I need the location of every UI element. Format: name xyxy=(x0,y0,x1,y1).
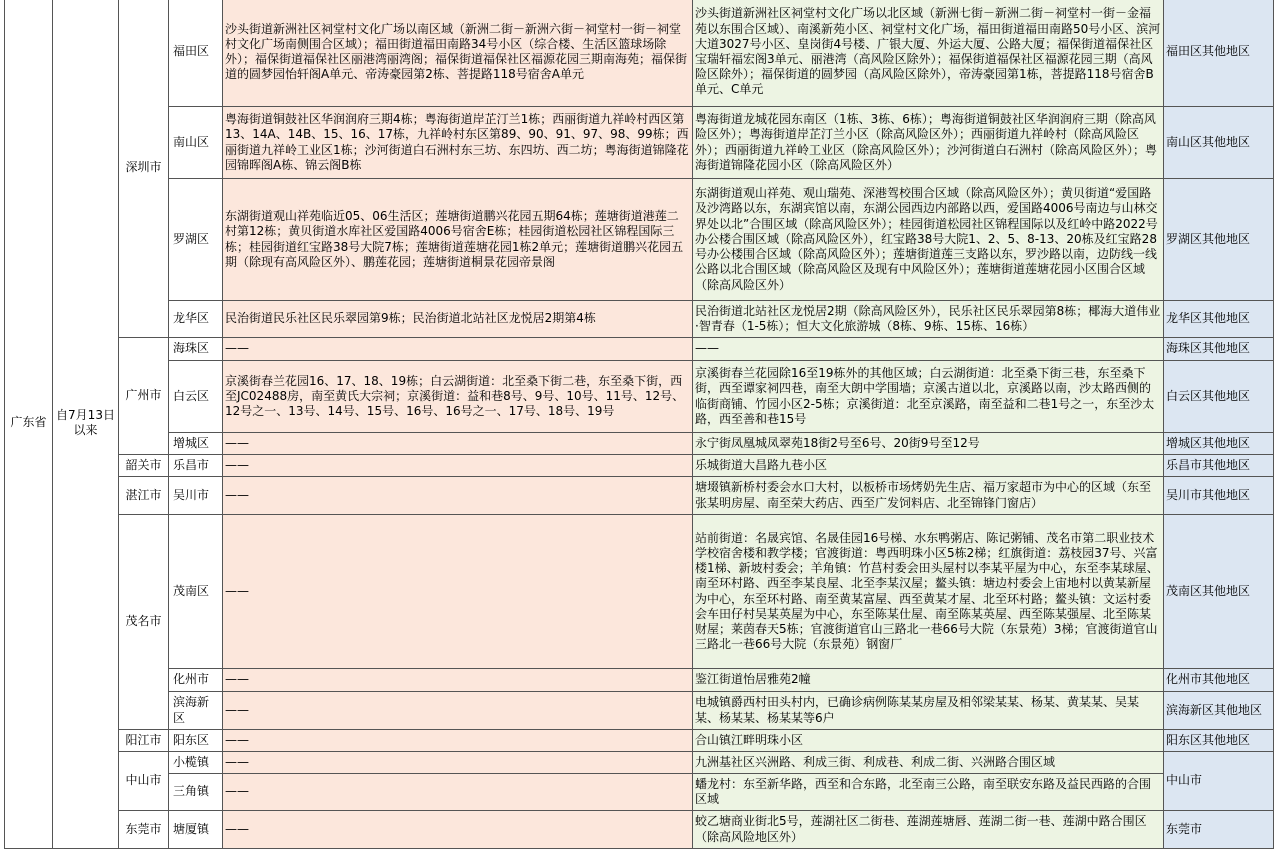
low-risk-cell: 海珠区其他地区 xyxy=(1164,338,1274,361)
medium-risk-cell: 鉴江街道怡居雅苑2幢 xyxy=(693,669,1164,692)
high-risk-cell: —— xyxy=(223,477,693,515)
district-cell: 化州市 xyxy=(169,669,223,692)
low-risk-cell: 东莞市 xyxy=(1164,811,1274,849)
medium-risk-cell: 京溪街春兰花园除16至19栋外的其他区域；白云湖街道：北至桑下街三巷，东至桑下街，西至谭家祠四巷，南至大朗中学围墙；京溪古道以北，京溪路以南，沙太路西侧的临街商铺、竹园小区2-5栋；京溪街道：北至京溪路，南至益和二巷1号之一，东至沙太路，西至善和巷15号 xyxy=(693,361,1164,433)
high-risk-cell: —— xyxy=(223,730,693,752)
high-risk-cell: —— xyxy=(223,338,693,361)
district-cell: 增城区 xyxy=(169,433,223,455)
table-row xyxy=(5,338,1274,361)
table-row xyxy=(5,179,1274,301)
district-cell: 滨海新区 xyxy=(169,692,223,730)
high-risk-cell: 东湖街道观山祥苑临近05、06生活区；莲塘街道鹏兴花园五期64栋；莲塘街道港莲二村第12栋；黄贝街道水库社区爱国路4006号宿舍E栋；桂园街道松园社区锦程国际三栋；桂园街道红宝路38号大院7栋；莲塘街道莲塘花园1栋2单元；莲塘街道鹏兴花园五期（除现有高风险区外）、鹏莲花园；莲塘街道桐景花园帝景阁 xyxy=(223,179,693,301)
table-row xyxy=(5,477,1274,515)
city-cell: 茂名市 xyxy=(119,515,169,730)
high-risk-cell: —— xyxy=(223,774,693,811)
high-risk-cell: —— xyxy=(223,811,693,849)
city-cell: 中山市 xyxy=(119,752,169,811)
table-row xyxy=(5,107,1274,179)
district-cell: 海珠区 xyxy=(169,338,223,361)
low-risk-cell: 阳东区其他地区 xyxy=(1164,730,1274,752)
district-cell: 乐昌市 xyxy=(169,455,223,477)
district-cell: 小榄镇 xyxy=(169,752,223,774)
medium-risk-cell: 民治街道北站社区龙悦居2期（除高风险区外），民乐社区民乐翠园第8栋；椰海大道伟业·智青春（1-5栋）；恒大文化旅游城（8栋、9栋、15栋、16栋） xyxy=(693,301,1164,338)
table-row xyxy=(5,433,1274,455)
medium-risk-cell: 粤海街道龙城花园东南区（1栋、3栋、6栋）；粤海街道铜鼓社区华润润府三期（除高风险区外）；粤海街道岸芷汀兰小区（除高风险区外）；西丽街道九祥岭村（除高风险区外）；西丽街道九祥岭工业区（除高风险区外）；沙河街道白石洲村（除高风险区外）；粤海街道锦隆花园小区（除高风险区外） xyxy=(693,107,1164,179)
medium-risk-cell: 蟠龙村：东至新华路，西至和合东路，北至南三公路，南至联安东路及益民西路的合围区域 xyxy=(693,774,1164,811)
district-cell: 吴川市 xyxy=(169,477,223,515)
district-cell: 龙华区 xyxy=(169,301,223,338)
district-cell: 白云区 xyxy=(169,361,223,433)
medium-risk-cell: 九洲基社区兴洲路、利成三街、利成巷、利成二街、兴洲路合围区域 xyxy=(693,752,1164,774)
high-risk-cell: —— xyxy=(223,515,693,669)
medium-risk-cell: 乐城街道大昌路九巷小区 xyxy=(693,455,1164,477)
medium-risk-cell: 永宁街凤凰城凤翠苑18街2号至6号、20街9号至12号 xyxy=(693,433,1164,455)
low-risk-cell: 罗湖区其他地区 xyxy=(1164,179,1274,301)
high-risk-cell: —— xyxy=(223,455,693,477)
low-risk-cell: 福田区其他地区 xyxy=(1164,0,1274,107)
low-risk-cell: 白云区其他地区 xyxy=(1164,361,1274,433)
low-risk-cell: 增城区其他地区 xyxy=(1164,433,1274,455)
city-cell: 深圳市 xyxy=(119,0,169,338)
table-row xyxy=(5,301,1274,338)
district-cell: 阳东区 xyxy=(169,730,223,752)
high-risk-cell: 沙头街道新洲社区祠堂村文化广场以南区域（新洲二街－新洲六街－祠堂村一街－祠堂村文化广场南侧围合区域）；福田街道福田南路34号小区（综合楼、生活区篮球场除外）；福保街道福保社区丽港湾丽湾阁；福保街道福保社区福源花园三期南海苑；福保街道的圆梦园怡轩阁A单元、帝涛豪园第2栋、菩提路118号宿舍A单元 xyxy=(223,0,693,107)
low-risk-cell: 化州市其他地区 xyxy=(1164,669,1274,692)
district-cell: 罗湖区 xyxy=(169,179,223,301)
district-cell: 三角镇 xyxy=(169,774,223,811)
low-risk-cell: 南山区其他地区 xyxy=(1164,107,1274,179)
risk-area-table xyxy=(4,0,1274,849)
district-cell: 塘厦镇 xyxy=(169,811,223,849)
medium-risk-cell: —— xyxy=(693,338,1164,361)
medium-risk-cell: 塘㙍镇新桥村委会水口大村，以板桥市场烤奶先生店、福万家超市为中心的区域（东至张某明房屋、南至荣大药店、西至广发饲料店、北至锦锋门窗店） xyxy=(693,477,1164,515)
city-cell: 阳江市 xyxy=(119,730,169,752)
date-cell: 自7月13日以来 xyxy=(53,0,119,849)
table-row xyxy=(5,0,1274,107)
province-cell: 广东省 xyxy=(5,0,53,849)
table-row xyxy=(5,361,1274,433)
medium-risk-cell: 站前街道：名晟宾馆、名晟佳园16号梯、水东鸭粥店、陈记粥铺、茂名市第二职业技术学校宿舍楼和教学楼；官渡街道：粤西明珠小区5栋2梯；红旗街道：荔枝园37号、兴富楼1梯、新坡村委会；羊角镇：竹莒村委会田头屋村以李某平屋为中心，东至李某球屋、南至环村路、西至李某良屋、北至李某汉屋；鳌头镇：塘边村委会上宙地村以黄某新屋为中心，东至环村路、南至黄某富屋、西至黄某才屋、北至环村路；鳌头镇：文运村委会车田仔村吴某英屋为中心，东至陈某仕屋、南至陈某英屋、西至陈某强屋、北至陈某财屋；莱茵春天5栋；官渡街道官山三路北一巷66号大院（东景苑）3梯；官渡街道官山三路北一巷66号大院（东景苑）钢窗厂 xyxy=(693,515,1164,669)
city-cell: 湛江市 xyxy=(119,477,169,515)
high-risk-cell: —— xyxy=(223,669,693,692)
table-row xyxy=(5,811,1274,849)
table-row xyxy=(5,669,1274,692)
city-cell: 东莞市 xyxy=(119,811,169,849)
district-cell: 茂南区 xyxy=(169,515,223,669)
low-risk-cell: 吴川市其他地区 xyxy=(1164,477,1274,515)
medium-risk-cell: 电城镇爵西村田头村内，已确诊病例陈某某房屋及相邻梁某某、杨某、黄某某、吴某某、杨某某、杨某某等6户 xyxy=(693,692,1164,730)
city-cell: 广州市 xyxy=(119,338,169,455)
low-risk-cell: 茂南区其他地区 xyxy=(1164,515,1274,669)
high-risk-cell: —— xyxy=(223,433,693,455)
high-risk-cell: 京溪街春兰花园16、17、18、19栋；白云湖街道：北至桑下街二巷，东至桑下街，西至JC02488房，南至黄氏大宗祠；京溪街道：益和巷8号、9号、10号、11号、12号、12号之一、13号、14号、15号、16号、16号之一、17号、18号、19号 xyxy=(223,361,693,433)
low-risk-cell: 滨海新区其他地区 xyxy=(1164,692,1274,730)
low-risk-cell: 中山市 xyxy=(1164,752,1274,811)
high-risk-cell: —— xyxy=(223,752,693,774)
table-row xyxy=(5,774,1274,811)
medium-risk-cell: 东湖街道观山祥苑、观山瑞苑、深港驾校围合区域（除高风险区外）；黄贝街道“爱国路及沙湾路以东，东湖宾馆以南，东湖公园西边内部路以西，爱国路4006号南边与山林交界处以北”合围区域（除高风险区外）；桂园街道松园社区锦程国际以及红岭中路2022号办公楼合围区域（除高风险区外），红宝路38号大院1、2、5、8-13、20栋及红宝路28号办公楼围合区域（除高风险区外）；莲塘街道莲三支路以东，罗沙路以南，边防线一线公路以北合围区域（除高风险区及现有中风险区外）；莲塘街道莲塘花园小区围合区域（除高风险区外） xyxy=(693,179,1164,301)
table-row xyxy=(5,455,1274,477)
table-row xyxy=(5,692,1274,730)
high-risk-cell: 民治街道民乐社区民乐翠园第9栋；民治街道北站社区龙悦居2期第4栋 xyxy=(223,301,693,338)
medium-risk-cell: 合山镇江畔明珠小区 xyxy=(693,730,1164,752)
table-row xyxy=(5,730,1274,752)
high-risk-cell: —— xyxy=(223,692,693,730)
district-cell: 福田区 xyxy=(169,0,223,107)
table-row xyxy=(5,752,1274,774)
district-cell: 南山区 xyxy=(169,107,223,179)
medium-risk-cell: 蛟乙塘商业街北5号，莲湖社区二街巷、莲湖莲塘唇、莲湖二街一巷、莲湖中路合围区（除高风险地区外） xyxy=(693,811,1164,849)
medium-risk-cell: 沙头街道新洲社区祠堂村文化广场以北区域（新洲七街－新洲二街－祠堂村一街－金福苑以东围合区域）、南溪新苑小区、祠堂村文化广场，福田街道福田南路50号小区、滨河大道3027号小区、皇岗街4号楼、广银大厦、外运大厦、公路大厦；福保街道福保社区宝瑞轩福宏阁3单元、丽港湾（高风险区除外）；福保街道福保社区福源花园三期（高风险区除外）；福保街道的圆梦园（高风险区除外），帝涛豪园第1栋，菩提路118号宿舍B单元、C单元 xyxy=(693,0,1164,107)
low-risk-cell: 龙华区其他地区 xyxy=(1164,301,1274,338)
city-cell: 韶关市 xyxy=(119,455,169,477)
high-risk-cell: 粤海街道铜鼓社区华润润府三期4栋；粤海街道岸芷汀兰1栋；西丽街道九祥岭村西区第13、14A、14B、15、16、17栋，九祥岭村东区第89、90、91、97、98、99栋；西丽街道九祥岭工业区1栋；沙河街道白石洲村东三坊、东四坊、西二坊；粤海街道锦隆花园锦晖阁A栋、锦云阁B栋 xyxy=(223,107,693,179)
table-row xyxy=(5,515,1274,669)
low-risk-cell: 乐昌市其他地区 xyxy=(1164,455,1274,477)
